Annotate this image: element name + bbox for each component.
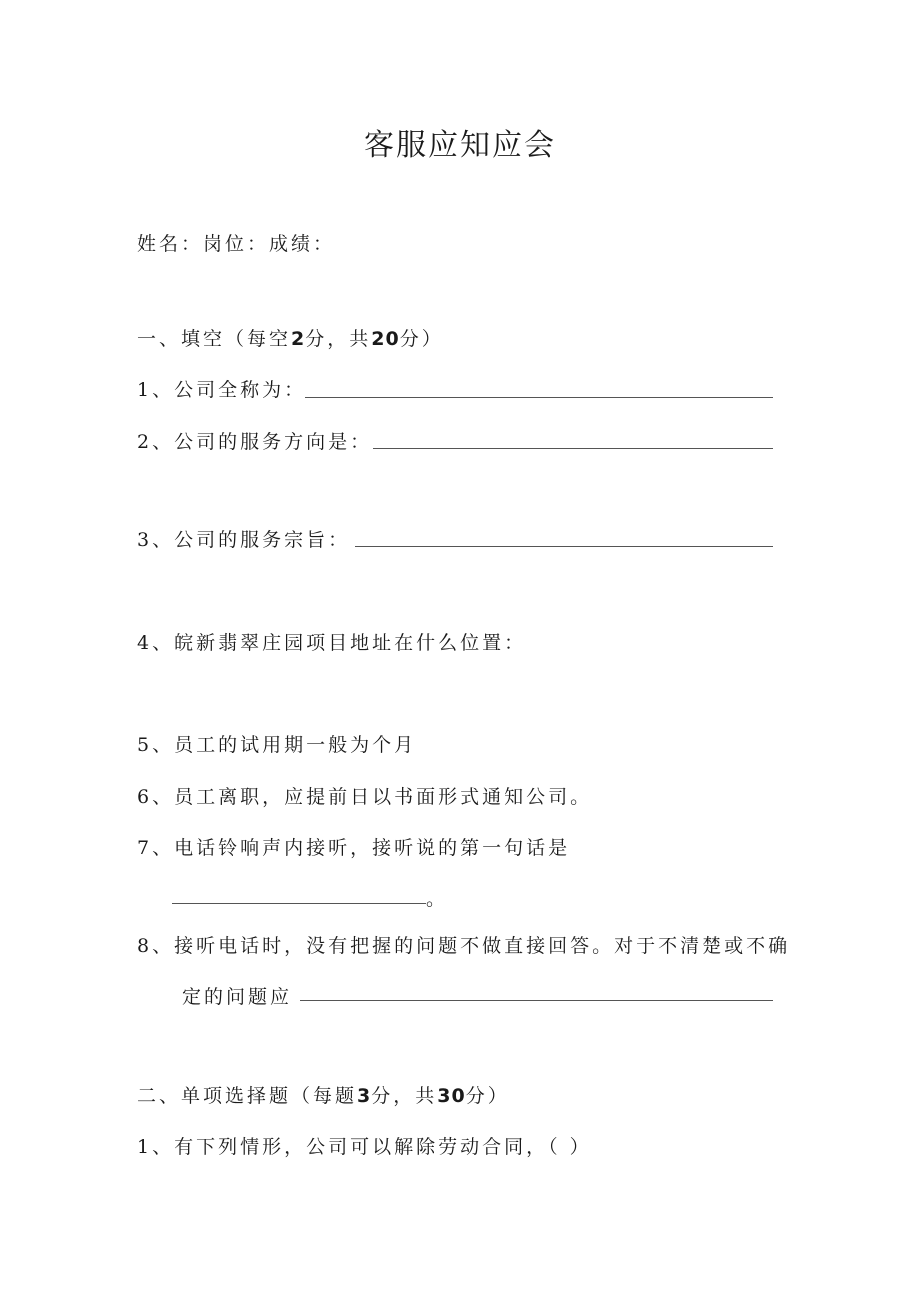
section1-points-each: 2 (291, 328, 306, 350)
question-1-7-end: 。 (426, 888, 449, 910)
section2-heading-pre: 二、单项选择题（每题 (137, 1085, 358, 1107)
question-1-2: 2、公司的服务方向是： (137, 431, 373, 453)
question-1-5: 5、员工的试用期一般为个月 (137, 734, 417, 756)
question-1-7: 7、电话铃响声内接听，接听说的第一句话是 (137, 837, 571, 859)
section1-heading-mid: 分，共 (305, 328, 372, 350)
section2-points-total: 30 (437, 1085, 466, 1107)
question-1-4: 4、皖新翡翠庄园项目地址在什么位置： (137, 632, 527, 654)
question-2-1: 1、有下列情形，公司可以解除劳动合同，（ ） (137, 1136, 592, 1158)
question-1-8-line2: 定的问题应 (182, 986, 293, 1008)
section2-heading-post: 分） (465, 1085, 510, 1107)
answer-blank-1-2[interactable] (373, 448, 773, 449)
section1-heading-pre: 一、填空（每空 (137, 328, 292, 350)
section2-heading-mid: 分，共 (371, 1085, 438, 1107)
answer-blank-1-7[interactable] (172, 903, 426, 904)
question-1-6: 6、员工离职，应提前日以书面形式通知公司。 (137, 786, 593, 808)
section1-points-total: 20 (371, 328, 400, 350)
section2-heading (137, 1081, 510, 1108)
header-fields: 姓名：岗位：成绩： (137, 233, 336, 255)
question-1-1: 1、公司全称为： (137, 379, 307, 401)
section1-heading (137, 324, 444, 351)
answer-blank-1-8[interactable] (300, 1000, 773, 1001)
question-1-3: 3、公司的服务宗旨： (137, 529, 351, 551)
section1-heading-post: 分） (399, 328, 444, 350)
question-1-8-line1: 8、接听电话时，没有把握的问题不做直接回答。对于不清楚或不确 (137, 935, 791, 957)
answer-blank-1-3[interactable] (355, 546, 773, 547)
document-title: 客服应知应会 (364, 128, 556, 163)
answer-blank-1-1[interactable] (305, 397, 773, 398)
section2-points-each: 3 (357, 1085, 372, 1107)
